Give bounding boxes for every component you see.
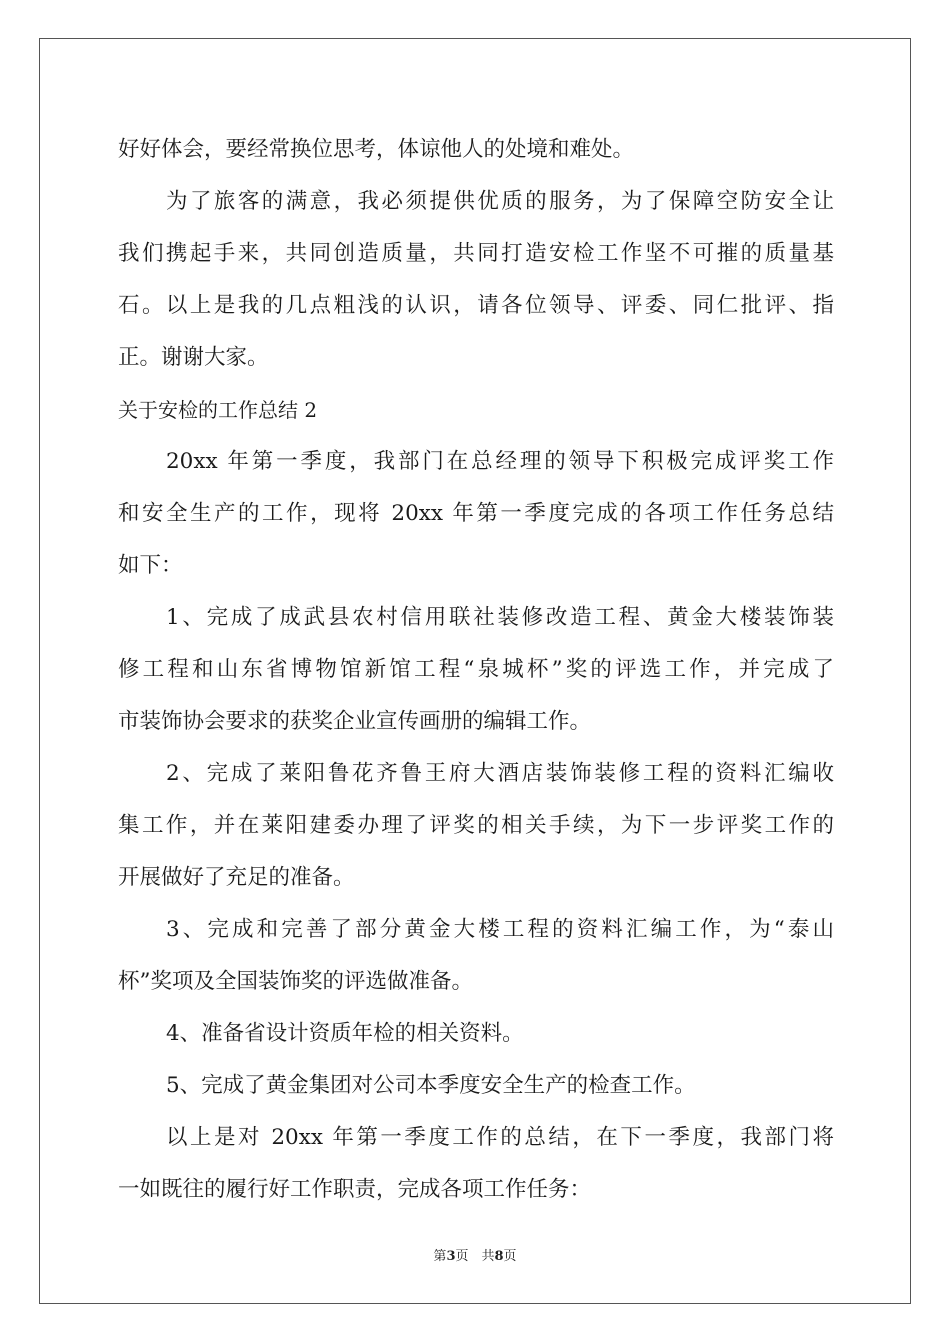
text-line: 5、完成了黄金集团对公司本季度安全生产的检查工作。 [166,1073,696,1098]
footer-middle: 页 共 [455,1249,495,1264]
text-line: 石。以上是我的几点粗浅的认识，请各位领导、评委、同仁批评、指 [118,293,834,318]
section-heading: 关于安检的工作总结 2 [118,398,318,422]
text-line: 1、完成了成武县农村信用联社装修改造工程、黄金大楼装饰装 [166,605,834,630]
footer-suffix: 页 [503,1249,517,1264]
text-line: 4、准备省设计资质年检的相关资料。 [166,1021,524,1046]
text-line: 市装饰协会要求的获奖企业宣传画册的编辑工作。 [118,709,592,734]
text-line: 我们携起手来，共同创造质量，共同打造安检工作坚不可摧的质量基 [118,241,834,266]
text-line: 好好体会，要经常换位思考，体谅他人的处境和难处。 [118,137,635,162]
current-page-number: 3 [446,1249,456,1264]
text-line: 和安全生产的工作，现将 20xx 年第一季度完成的各项工作任务总结 [118,501,834,526]
text-line: 修工程和山东省博物馆新馆工程“泉城杯”奖的评选工作，并完成了 [118,657,834,682]
text-line: 3、完成和完善了部分黄金大楼工程的资料汇编工作，为“泰山 [166,917,834,942]
text-line: 杯”奖项及全国装饰奖的评选做准备。 [118,969,473,994]
text-line: 一如既往的履行好工作职责，完成各项工作任务： [118,1177,592,1202]
text-line: 为了旅客的满意，我必须提供优质的服务，为了保障空防安全让 [166,189,834,214]
text-line: 20xx 年第一季度，我部门在总经理的领导下积极完成评奖工作 [166,449,834,474]
document-body [118,124,834,1216]
page-footer [0,1245,950,1264]
text-line: 2、完成了莱阳鲁花齐鲁王府大酒店装饰装修工程的资料汇编收 [166,761,834,786]
footer-prefix: 第 [433,1249,447,1264]
text-line: 开展做好了充足的准备。 [118,865,355,890]
text-line: 正。谢谢大家。 [118,345,269,370]
text-line: 集工作，并在莱阳建委办理了评奖的相关手续，为下一步评奖工作的 [118,813,834,838]
text-line: 以上是对 20xx 年第一季度工作的总结，在下一季度，我部门将 [166,1125,834,1150]
total-page-number: 8 [494,1249,504,1264]
text-line: 如下： [118,553,183,578]
